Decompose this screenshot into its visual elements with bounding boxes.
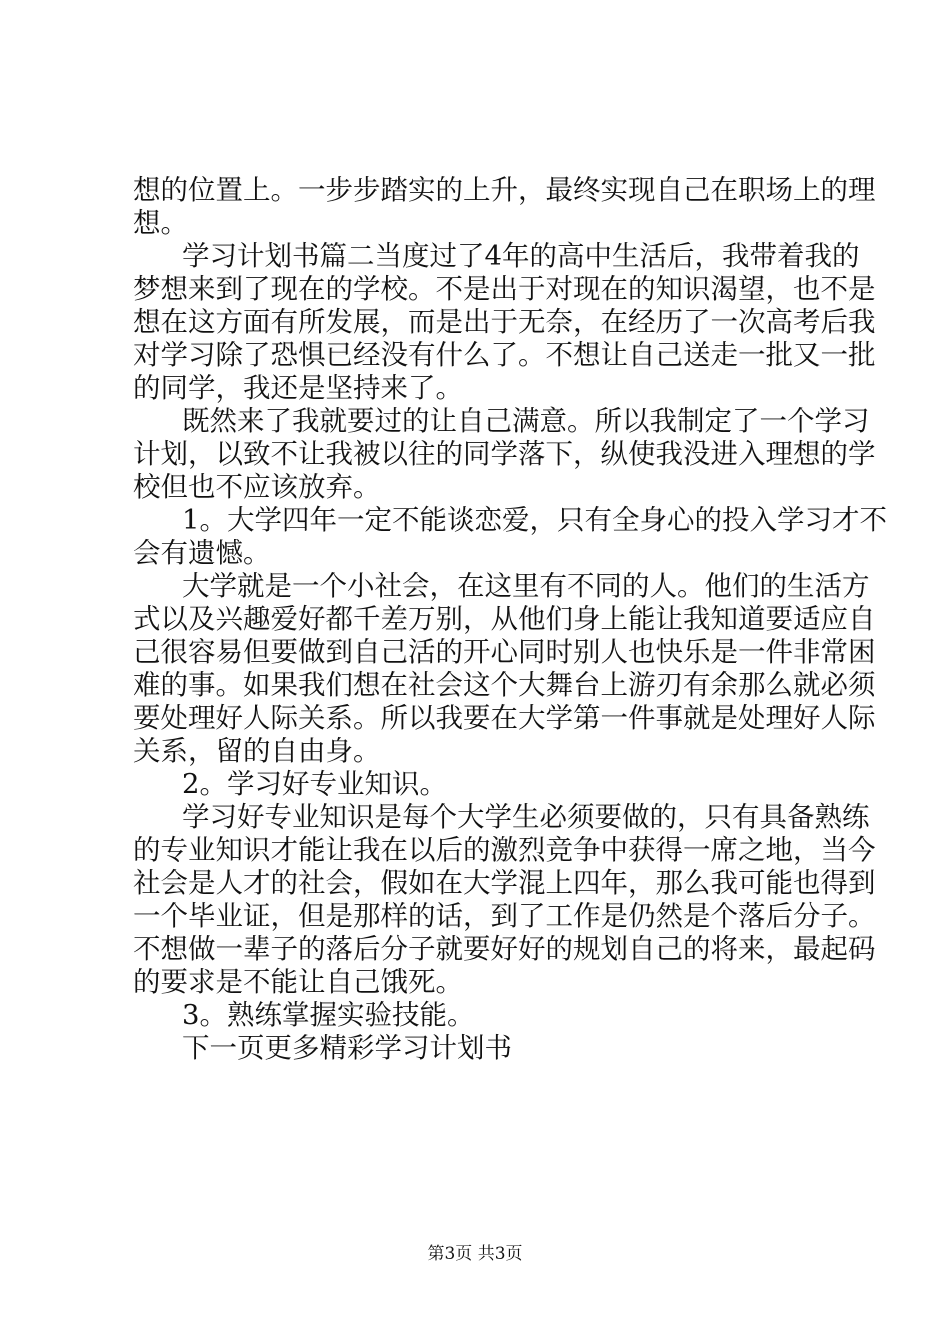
text-line: 想在这方面有所发展，而是出于无奈，在经历了一次高考后我 <box>133 306 876 338</box>
text-line: 的同学，我还是坚持来了。 <box>133 372 463 404</box>
text-line: 梦想来到了现在的学校。不是出于对现在的知识渴望，也不是 <box>133 273 876 305</box>
text-line: 己很容易但要做到自己活的开心同时别人也快乐是一件非常困 <box>133 636 876 668</box>
text-line: 校但也不应该放弃。 <box>133 471 381 503</box>
text-line: 大学就是一个小社会，在这里有不同的人。他们的生活方 <box>182 570 870 602</box>
text-line: 一个毕业证，但是那样的话，到了工作是仍然是个落后分子。 <box>133 900 876 932</box>
text-line: 既然来了我就要过的让自己满意。所以我制定了一个学习 <box>182 405 870 437</box>
text-line: 关系，留的自由身。 <box>133 735 381 767</box>
text-line: 学习计划书篇二当度过了4年的高中生活后，我带着我的 <box>182 240 860 272</box>
text-line: 学习好专业知识是每个大学生必须要做的，只有具备熟练 <box>182 801 870 833</box>
text-line: 想的位置上。一步步踏实的上升，最终实现自己在职场上的理 <box>133 174 876 206</box>
text-line: 1。大学四年一定不能谈恋爱，只有全身心的投入学习才不 <box>182 504 887 536</box>
text-line: 下一页更多精彩学习计划书 <box>182 1032 512 1064</box>
text-line: 想。 <box>133 207 188 239</box>
text-line: 难的事。如果我们想在社会这个大舞台上游刃有余那么就必须 <box>133 669 876 701</box>
text-line: 要处理好人际关系。所以我要在大学第一件事就是处理好人际 <box>133 702 876 734</box>
text-line: 对学习除了恐惧已经没有什么了。不想让自己送走一批又一批 <box>133 339 876 371</box>
text-line: 2。学习好专业知识。 <box>182 768 447 800</box>
text-line: 的要求是不能让自己饿死。 <box>133 966 463 998</box>
text-line: 不想做一辈子的落后分子就要好好的规划自己的将来，最起码 <box>133 933 876 965</box>
page-footer: 第3页 共3页 <box>427 1244 523 1264</box>
text-line: 社会是人才的社会，假如在大学混上四年，那么我可能也得到 <box>133 867 876 899</box>
text-line: 会有遗憾。 <box>133 537 271 569</box>
text-line: 的专业知识才能让我在以后的激烈竞争中获得一席之地，当今 <box>133 834 876 866</box>
text-line: 式以及兴趣爱好都千差万别，从他们身上能让我知道要适应自 <box>133 603 876 635</box>
text-line: 3。熟练掌握实验技能。 <box>182 999 475 1031</box>
text-line: 计划，以致不让我被以往的同学落下，纵使我没进入理想的学 <box>133 438 876 470</box>
